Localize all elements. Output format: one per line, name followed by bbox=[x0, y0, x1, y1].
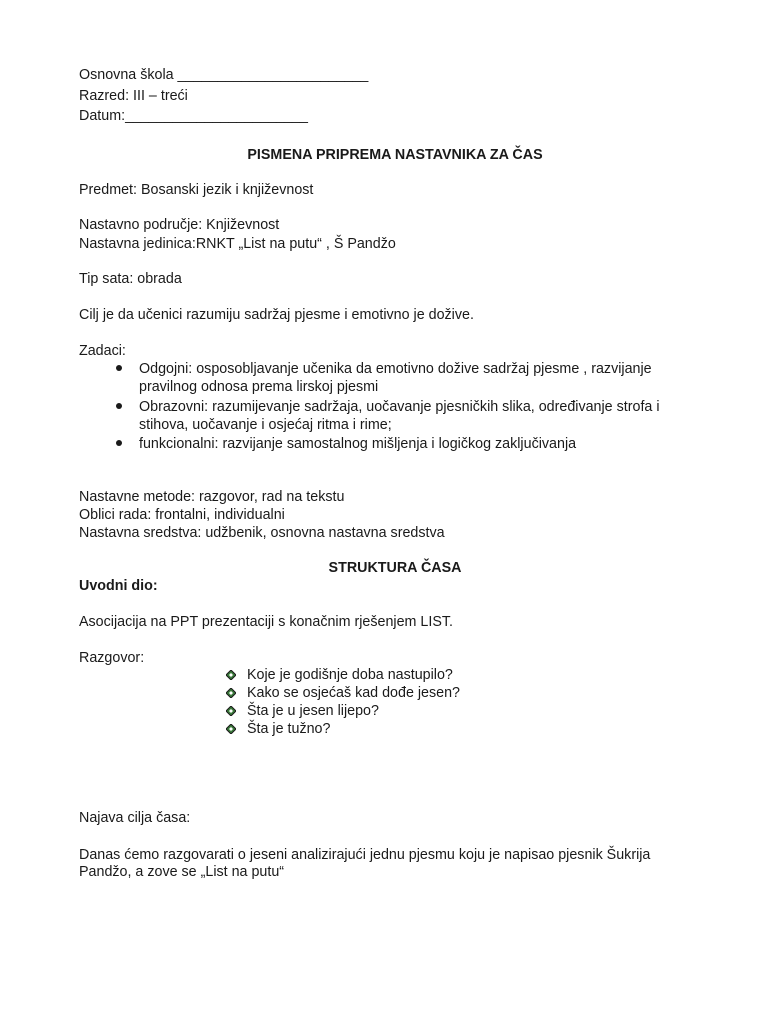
intro-heading: Uvodni dio: bbox=[79, 578, 158, 594]
methods-line: Nastavne metode: razgovor, rad na tekstu bbox=[79, 489, 345, 505]
bullet-icon bbox=[116, 365, 122, 371]
resources-line: Nastavna sredstva: udžbenik, osnovna nastavna sredstva bbox=[79, 525, 445, 541]
date-line: Datum:_______________________ bbox=[79, 108, 308, 124]
diamond-icon bbox=[226, 670, 236, 680]
forms-line: Oblici rada: frontalni, individualni bbox=[79, 507, 285, 523]
diamond-icon bbox=[226, 688, 236, 698]
question-item: Koje je godišnje doba nastupilo? bbox=[247, 667, 453, 683]
document-title: PISMENA PRIPREMA NASTAVNIKA ZA ČAS bbox=[247, 147, 543, 163]
task-item: Odgojni: osposobljavanje učenika da emotivno dožive sadržaj pjesme , razvijanje pravilnog odnosa prema lirskoj pjesmi bbox=[139, 361, 652, 395]
lesson-type-line: Tip sata: obrada bbox=[79, 271, 182, 287]
area-line: Nastavno područje: Književnost bbox=[79, 217, 280, 233]
diamond-icon bbox=[226, 724, 236, 734]
structure-title: STRUKTURA ČASA bbox=[328, 560, 462, 576]
announcement-text-line: Pandžo, a zove se „List na putu“ bbox=[79, 864, 285, 880]
diamond-icon bbox=[226, 706, 236, 716]
question-item: Šta je tužno? bbox=[247, 721, 331, 737]
announcement-label: Najava cilja časa: bbox=[79, 810, 191, 826]
subject-line: Predmet: Bosanski jezik i književnost bbox=[79, 182, 314, 198]
goal-line: Cilj je da učenici razumiju sadržaj pjesme i emotivno je dožive. bbox=[79, 307, 474, 323]
conversation-label: Razgovor: bbox=[79, 650, 145, 666]
association-line: Asocijacija na PPT prezentaciji s konačnim rješenjem LIST. bbox=[79, 614, 454, 630]
bullet-icon bbox=[116, 403, 122, 409]
unit-line: Nastavna jedinica:RNKT „List na putu“ , Š Pandžo bbox=[79, 236, 396, 252]
question-item: Kako se osjećaš kad dođe jesen? bbox=[247, 685, 461, 701]
school-line: Osnovna škola ________________________ bbox=[79, 67, 369, 83]
grade-line: Razred: III – treći bbox=[79, 88, 188, 104]
question-item: Šta je u jesen lijepo? bbox=[247, 703, 379, 719]
tasks-label: Zadaci: bbox=[79, 343, 126, 359]
bullet-icon bbox=[116, 440, 122, 446]
announcement-text-line: Danas ćemo razgovarati o jeseni analizirajući jednu pjesmu koju je napisao pjesnik Šukrija bbox=[79, 847, 651, 863]
task-item: funkcionalni: razvijanje samostalnog mišljenja i logičkog zaključivanja bbox=[139, 436, 577, 452]
task-item: Obrazovni: razumijevanje sadržaja, uočavanje pjesničkih slika, određivanje strofa i stihova, uočavanje i osjećaj ritma i rime; bbox=[139, 399, 660, 433]
